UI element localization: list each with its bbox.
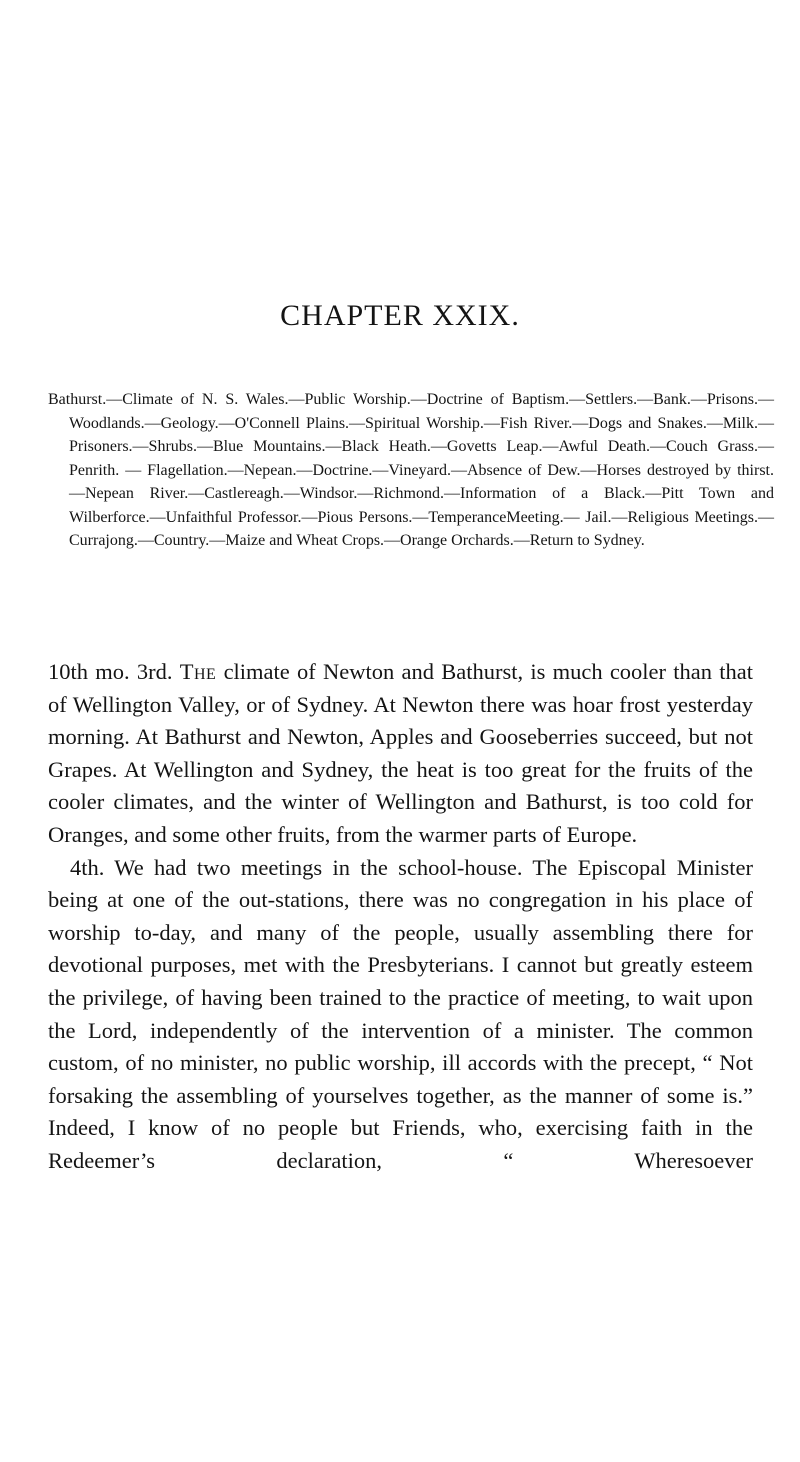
body-paragraph-2: 4th. We had two meetings in the school-house. The Episcopal Minister being at one of the out-stations, there was no congregation in his place of worship to-day, and many of the people, usually assembling there for devotional purposes, met with the Presbyterians. I cannot but greatly esteem the privilege, of having been trained to the practice of meeting, to wait upon the Lord, independently of the intervention of a minister. The common custom, of no minister, no public worship, ill accords with the precept, “ Not forsaking the assembling of yourselves together, as the manner of some is.” Indeed, I know of no people but Friends, who, exercising faith in the Redeemer’s declaration, “ Wheresoever [48, 854, 753, 1173]
opening-word: The [179, 659, 217, 684]
chapter-title: CHAPTER XXIX. [280, 299, 520, 332]
body-paragraph-1 [48, 656, 753, 852]
chapter-synopsis: Bathurst.—Climate of N. S. Wales.—Public Worship.—Doctrine of Baptism.—Settlers.—Bank.—Prisons.—Woodlands.—Geology.—O'Connell Plains.—Spiritual Worship.—Fish River.—Dogs and Snakes.—Milk.—Prisoners.—Shrubs.—Blue Mountains.—Black Heath.—Govetts Leap.—Awful Death.—Couch Grass.— Penrith. — Flagellation.—Nepean.—Doctrine.—Vineyard.—Absence of Dew.—Horses destroyed by thirst.—Nepean River.—Castlereagh.—Windsor.—Richmond.—Information of a Black.—Pitt Town and Wilberforce.—Unfaithful Professor.—Pious Persons.—TemperanceMeeting.— Jail.—Religious Meetings.—Currajong.—Country.—Maize and Wheat Crops.—Orange Orchards.—Return to Sydney. [48, 391, 774, 549]
entry-date: 10th mo. 3rd. [48, 659, 173, 684]
paragraph-1-text: climate of Newton and Bathurst, is much cooler than that of Wellington Valley, or of Sydney. At Newton there was hoar frost yesterday morning. At Bathurst and Newton, Apples and Gooseberries succeed, but not Grapes. At Wellington and Sydney, the heat is too great for the fruits of the cooler climates, and the winter of Wellington and Bathurst, is too cold for Oranges, and some other fruits, from the warmer parts of Europe. [48, 659, 753, 847]
chapter-body [48, 656, 753, 1178]
